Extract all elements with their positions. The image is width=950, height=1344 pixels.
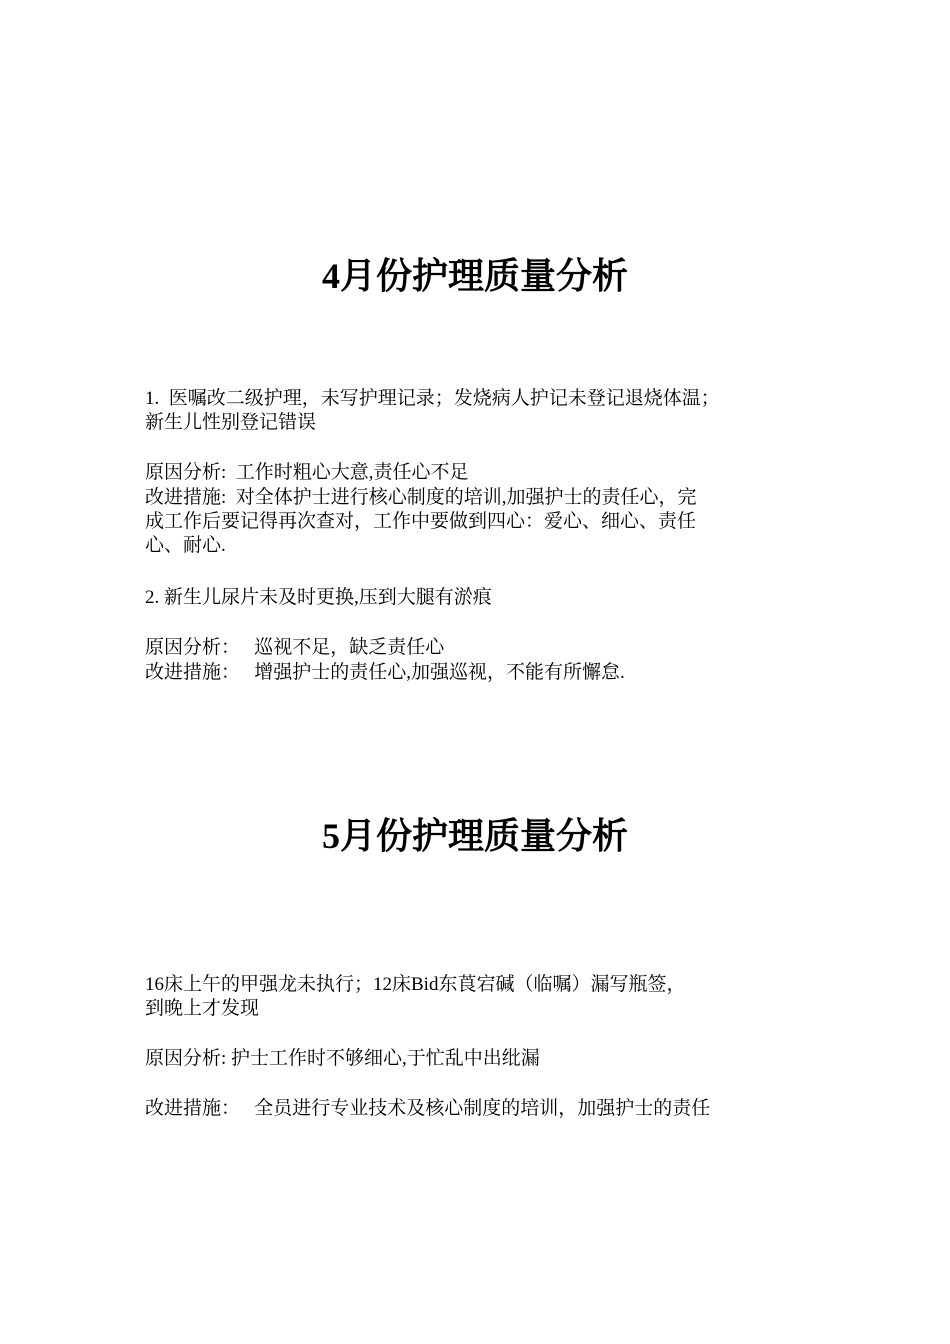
april-item2-line: 2. 新生儿尿片未及时更换,压到大腿有淤痕 <box>145 587 492 608</box>
may-item1-cause <box>145 1047 810 1071</box>
april-item1-measure-line-3: 心、耐心. <box>145 535 226 556</box>
april-item1-line-2: 新生儿性别登记错误 <box>145 412 317 433</box>
may-section-title: 5月份护理质量分析 <box>321 816 628 856</box>
april-item1-measure-line-2: 成工作后要记得再次查对，工作中要做到四心：爱心、细心、责任 <box>145 511 697 532</box>
april-section-title: 4月份护理质量分析 <box>321 256 628 296</box>
may-item1-measure-text: 改进措施： 全员进行专业技术及核心制度的培训，加强护士的责任 <box>145 1098 711 1119</box>
april-item2-cause <box>145 636 810 660</box>
april-item1-description <box>145 387 810 435</box>
april-item1-measure-line-1: 改进措施: 对全体护士进行核心制度的培训,加强护士的责任心，完 <box>145 487 697 508</box>
may-item1-description <box>145 973 810 1021</box>
april-item1-cause-text: 原因分析: 工作时粗心大意,责任心不足 <box>145 462 469 483</box>
april-item2-measure <box>145 661 810 685</box>
april-item2-measure-text: 改进措施： 增强护士的责任心,加强巡视，不能有所懈怠. <box>145 662 625 683</box>
april-item1-measure <box>145 486 810 558</box>
april-item1-line-1: 1. 医嘱改二级护理，未写护理记录；发烧病人护记未登记退烧体温； <box>145 388 720 409</box>
april-item2-description <box>145 586 810 610</box>
may-item1-line-2: 到晚上才发现 <box>145 998 260 1019</box>
april-item2-cause-text: 原因分析： 巡视不足，缺乏责任心 <box>145 637 445 658</box>
may-item1-line-1: 16床上午的甲强龙未执行；12床Bid东莨宕碱（临嘱）漏写瓶签， <box>145 974 686 995</box>
april-item1-cause <box>145 461 810 485</box>
may-item1-measure <box>145 1097 810 1121</box>
may-item1-cause-text: 原因分析: 护士工作时不够细心,于忙乱中出纰漏 <box>145 1048 540 1069</box>
